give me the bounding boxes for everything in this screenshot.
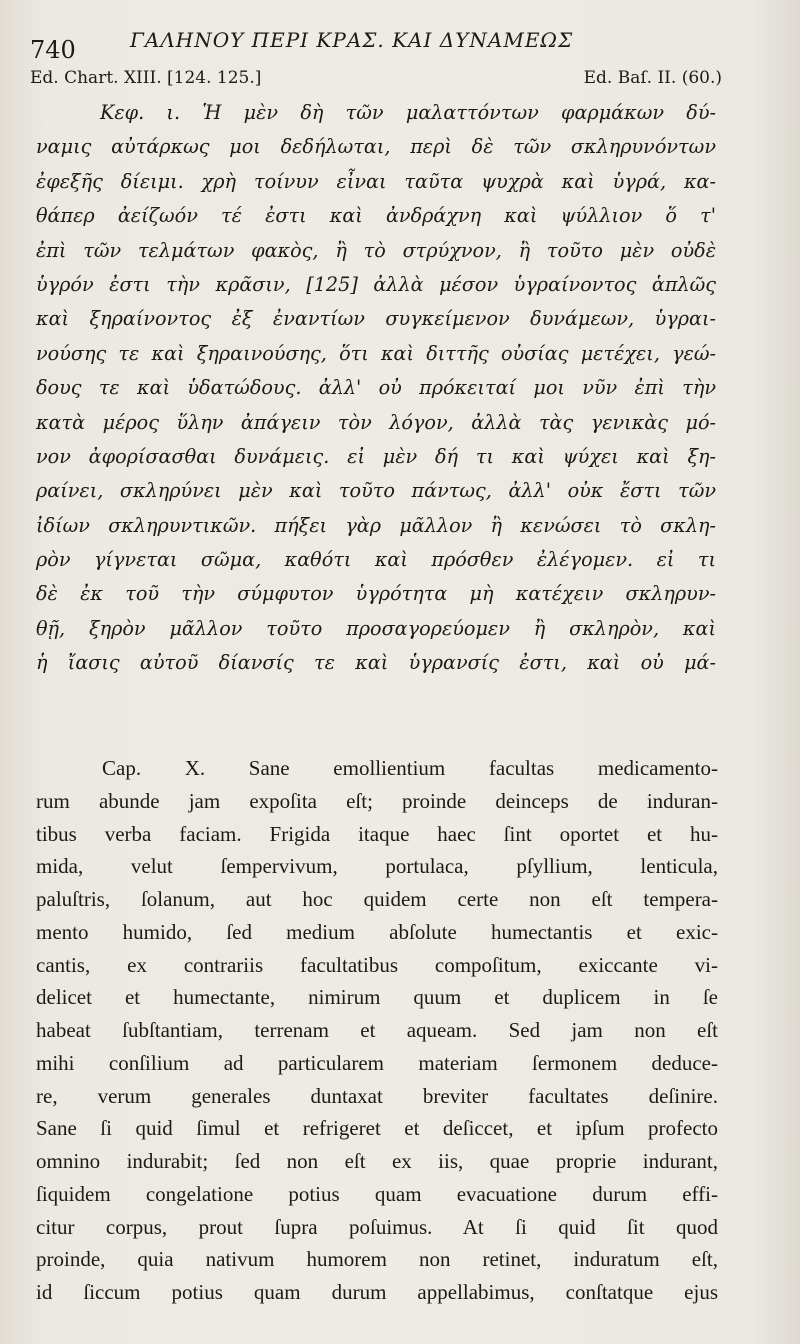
edition-references [30,68,722,96]
page-number: 740 [30,36,76,64]
greek-line: ἐπὶ τῶν τελμάτων φακὸς, ἢ τὸ στρύχνον, ἢ τοῦτο μὲν οὐδὲ [36,238,716,262]
latin-line: paluſtris, ſolanum, aut hoc quidem certe non eſt tempera- [36,887,718,911]
greek-line: ναμις αὐτάρκως μοι δεδήλωται, περὶ δὲ τῶν σκληρυνόντων [36,135,716,159]
greek-line: ἡ ἴασις αὐτοῦ δίανσίς τε καὶ ὑγρανσίς ἐστι, καὶ οὐ μά- [36,651,716,675]
greek-line: δὲ ἐκ τοῦ τὴν σύμφυτον ὑγρότητα μὴ κατέχειν σκληρυν- [36,582,716,606]
greek-line: ὑγρόν ἐστι τὴν κρᾶσιν, [125] ἀλλὰ μέσον ὑγραίνοντος ἁπλῶς [36,272,716,296]
latin-line: tibus verba faciam. Frigida itaque haec ſint oportet et hu- [36,821,718,846]
latin-line: delicet et humectante, nimirum quum et duplicem in ſe [36,985,718,1010]
latin-line: Cap. X. Sane emollientium facultas medicamento- [102,756,718,780]
greek-line: ἰδίων σκληρυντικῶν. πήξει γὰρ μᾶλλον ἢ κενώσει τὸ σκλη- [36,513,716,537]
greek-line: θάπερ ἀείζωόν τέ ἐστι καὶ ἀνδράχνη καὶ ψύλλιον ὅ τ' [36,204,716,228]
latin-line: id ſiccum potius quam durum appellabimus, conſtatque ejus [36,1280,718,1304]
latin-line: Sane ſi quid ſimul et refrigeret et deſiccet, et ipſum profecto [36,1116,718,1141]
latin-line: rum abunde jam expoſita eſt; proinde deinceps de induran- [36,788,718,813]
latin-line: re, verum generales duntaxat breviter facultates deſinire. [36,1083,718,1108]
latin-text-block [36,752,718,1309]
latin-line: mihi conſilium ad particularem materiam ſermonem deduce- [36,1050,718,1075]
latin-line: proinde, quia nativum humorem non retinet, induratum eſt, [36,1247,718,1272]
greek-line: Κεφ. ι. Ἡ μὲν δὴ τῶν μαλαττόντων φαρμάκων δύ- [100,101,716,124]
greek-line: ρὸν γίγνεται σῶμα, καθότι καὶ πρόσθεν ἐλέγομεν. εἰ τι [36,548,716,572]
greek-line: δους τε καὶ ὑδατώδους. ἀλλ' οὐ πρόκειταί μοι νῦν ἐπὶ τὴν [36,376,716,400]
greek-line: κατὰ μέρος ὕλην ἀπάγειν τὸν λόγον, ἀλλὰ τὰς γενικὰς μό- [36,410,716,434]
latin-line: habeat ſubſtantiam, terrenam et aqueam. Sed jam non eſt [36,1018,718,1042]
greek-line: ραίνει, σκληρύνει μὲν καὶ τοῦτο πάντως, ἀλλ' οὐκ ἔστι τῶν [36,479,716,503]
page-header [30,28,770,68]
greek-line: θῇ, ξηρὸν μᾶλλον τοῦτο προσαγορεύομεν ἢ σκληρὸν, καὶ [36,616,716,640]
edition-chart-reference: Ed. Chart. XIII. [124. 125.] [30,68,262,88]
latin-line: ſiquidem congelatione potius quam evacuatione durum effi- [36,1181,718,1206]
greek-text-block [36,96,716,681]
greek-line: νον ἀφορίσασθαι δυνάμεις. εἰ μὲν δή τι καὶ ψύχει καὶ ξη- [36,444,716,468]
greek-line: καὶ ξηραίνοντος ἐξ ἐναντίων συγκείμενον δυνάμεων, ὑγραι- [36,307,716,331]
edition-basel-reference: Ed. Baſ. II. (60.) [583,68,722,88]
running-title: ΓΑΛΗΝΟΥ ΠΕΡΙ ΚΡΑΣ. ΚΑΙ ΔΥΝΑΜΕΩΣ [130,28,574,52]
latin-line: citur corpus, prout ſupra poſuimus. At ſi quid ſit quod [36,1214,718,1239]
greek-line: νούσης τε καὶ ξηραινούσης, ὅτι καὶ διττῆς οὐσίας μετέχει, γεώ- [36,341,716,365]
latin-line: omnino indurabit; ſed non eſt ex iis, quae proprie indurant, [36,1149,718,1173]
greek-line: ἐφεξῆς δίειμι. χρὴ τοίνυν εἶναι ταῦτα ψυχρὰ καὶ ὑγρά, κα- [36,169,716,193]
latin-line: cantis, ex contrariis facultatibus compoſitum, exiccante vi- [36,952,718,977]
latin-line: mento humido, ſed medium abſolute humectantis et exic- [36,919,718,944]
latin-line: mida, velut ſempervivum, portulaca, pſyllium, lenticula, [36,854,718,879]
